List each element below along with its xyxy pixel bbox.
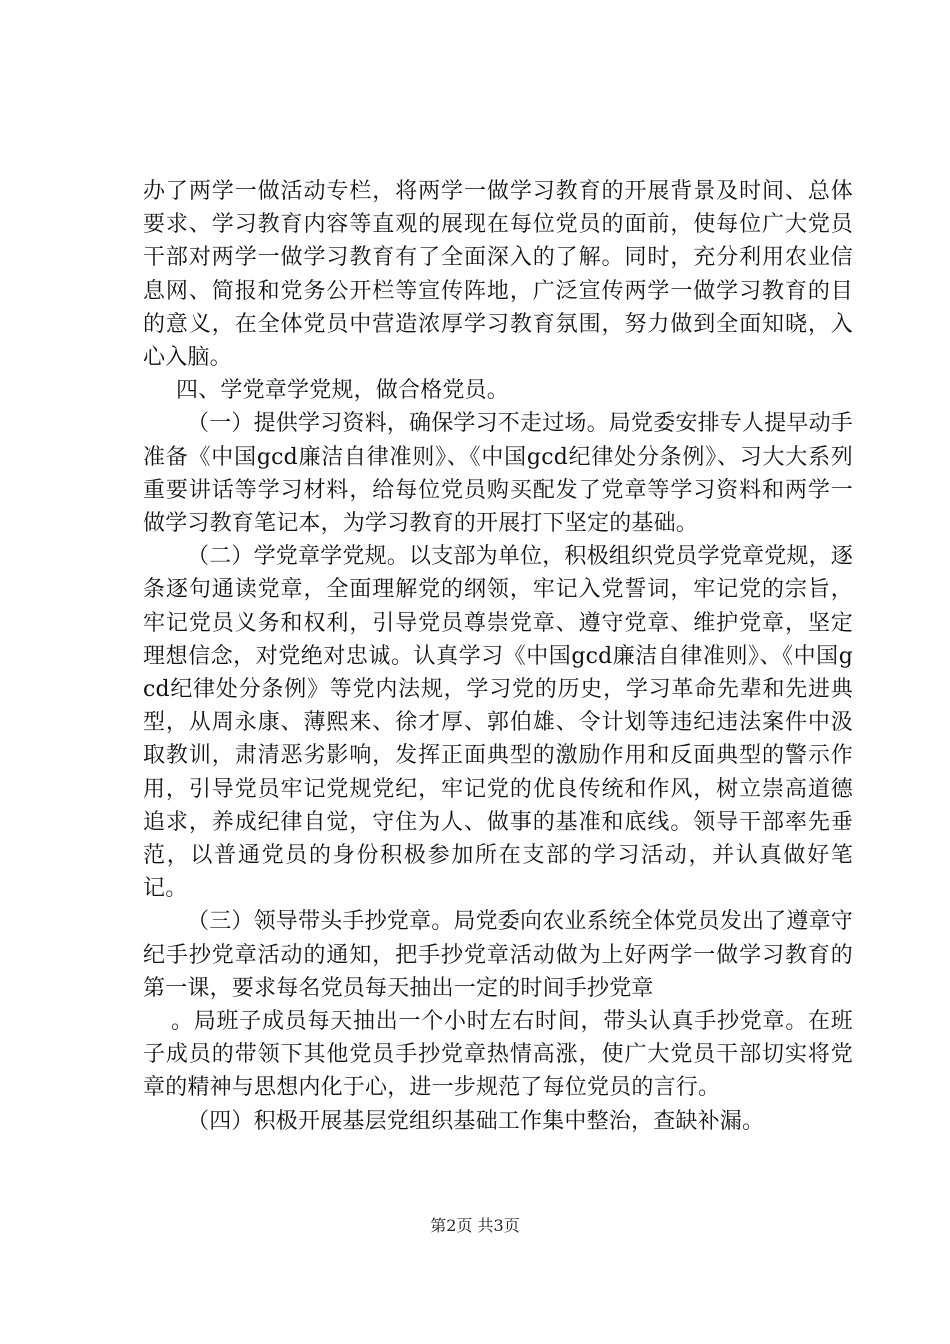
document-body xyxy=(143,175,853,1138)
paragraph-item-one: （一）提供学习资料，确保学习不走过场。局党委安排专人提早动手准备《中国gcd廉洁自律准则》、《中国gcd纪律处分条例》、习大大系列重要讲话等学习材料，给每位党员购买配发了党章等学习资料和两学一做学习教育笔记本，为学习教育的开展打下坚定的基础。 xyxy=(143,411,854,537)
paragraph-item-three-continued: 。局班子成员每天抽出一个小时左右时间，带头认真手抄党章。在班子成员的带领下其他党员手抄党章热情高涨，使广大党员干部切实将党章的精神与思想内化于心，进一步规范了每位党员的言行。 xyxy=(143,1009,853,1101)
page-number-footer: 第2页 共3页 xyxy=(430,1216,520,1235)
paragraph-item-two: （二）学党章学党规。以支部为单位，积极组织党员学党章党规，逐条逐句通读党章，全面理解党的纲领，牢记入党誓词，牢记党的宗旨，牢记党员义务和权利，引导党员尊崇党章、遵守党章、维护党章，坚定理想信念，对党绝对忠诚。认真学习《中国gcd廉洁自律准则》、《中国gcd纪律处分条例》等党内法规，学习党的历史，学习革命先辈和先进典型，从周永康、薄熙来、徐才厚、郭伯雄、令计划等违纪违法案件中汲取教训，肃清恶劣影响，发挥正面典型的激励作用和反面典型的警示作用，引导党员牢记党规党纪，牢记党的优良传统和作风，树立崇高道德追求，养成纪律自觉，守住为人、做事的基准和底线。领导干部率先垂范，以普通党员的身份积极参加所在支部的学习活动，并认真做好笔记。 xyxy=(143,544,854,902)
section-heading-four: 四、学党章学党规，做合格党员。 xyxy=(176,378,510,404)
paragraph-intro: 办了两学一做活动专栏，将两学一做学习教育的开展背景及时间、总体要求、学习教育内容等直观的展现在每位党员的面前，使每位广大党员干部对两学一做学习教育有了全面深入的了解。同时，充分利用农业信息网、简报和党务公开栏等宣传阵地，广泛宣传两学一做学习教育的目的意义，在全体党员中营造浓厚学习教育氛围，努力做到全面知晓，入心入脑。 xyxy=(143,179,853,371)
paragraph-item-four: （四）积极开展基层党组织基础工作集中整治，查缺补漏。 xyxy=(187,1108,765,1134)
paragraph-item-three: （三）领导带头手抄党章。局党委向农业系统全体党员发出了遵章守纪手抄党章活动的通知，把手抄党章活动做为上好两学一做学习教育的第一课，要求每名党员每天抽出一定的时间手抄党章 xyxy=(143,909,854,1001)
